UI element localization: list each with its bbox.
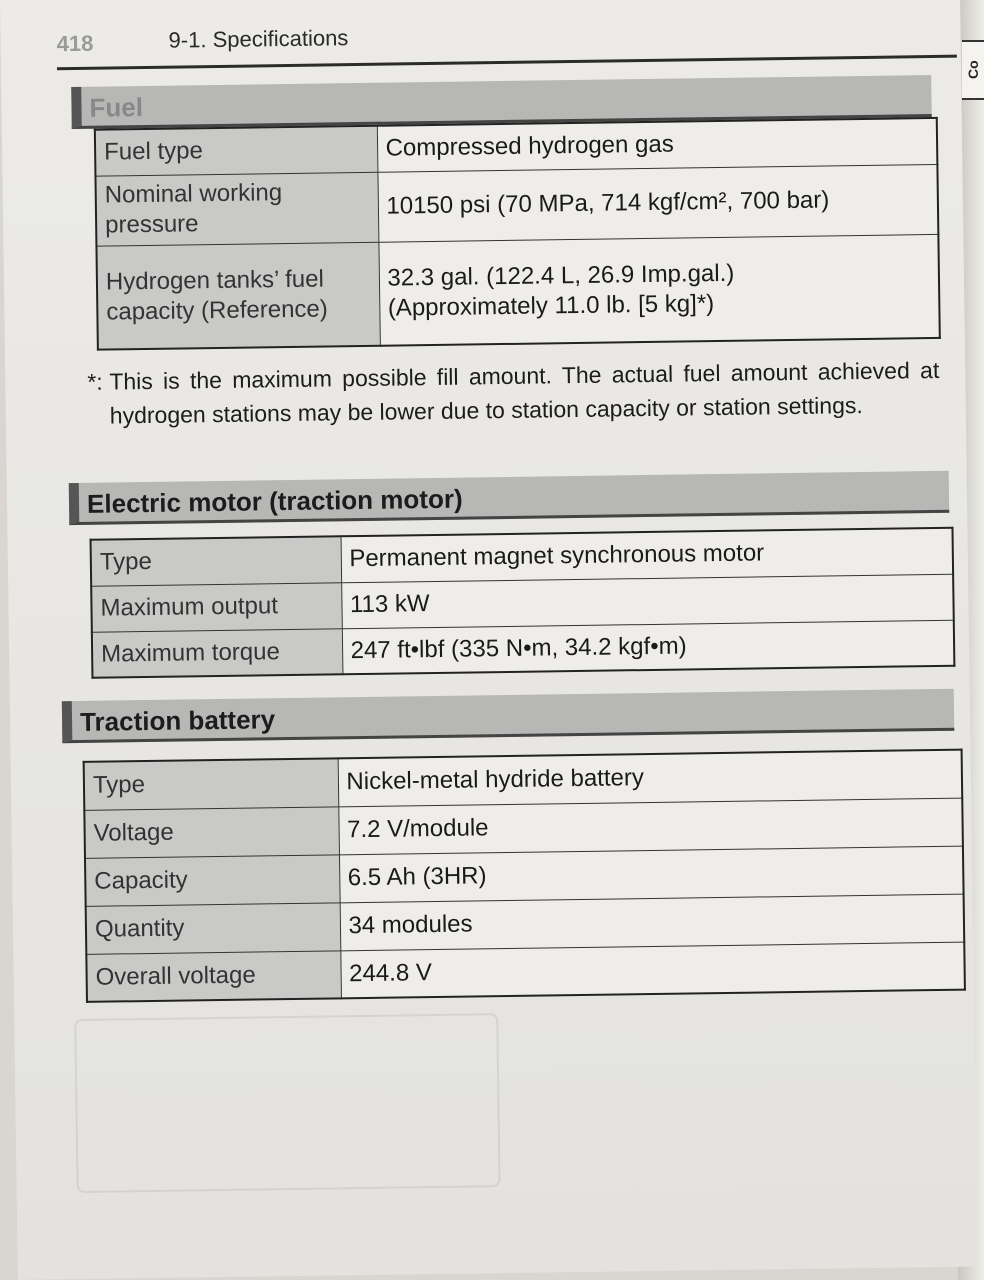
quantity-value: 34 modules <box>340 894 965 951</box>
capacity-value-line2: (Approximately 11.0 lb. [5 kg]*) <box>387 289 715 322</box>
motor-heading <box>69 471 950 525</box>
voltage-label: Voltage <box>84 806 339 858</box>
table-row <box>96 234 939 350</box>
max-torque-value: 247 ft•lbf (335 N•m, 34.2 kgf•m) <box>342 620 955 675</box>
fuel-table <box>94 117 941 351</box>
battery-heading <box>62 689 954 743</box>
fuel-footnote <box>87 353 940 433</box>
show-through-illustration <box>74 1013 500 1193</box>
max-output-label: Maximum output <box>91 582 342 631</box>
battery-title: Traction battery <box>79 704 276 737</box>
overall-voltage-label: Overall voltage <box>86 950 341 1002</box>
battery-capacity-value: 6.5 Ah (3HR) <box>339 846 964 903</box>
quantity-label: Quantity <box>86 902 341 954</box>
pressure-value: 10150 psi (70 MPa, 714 kgf/cm², 700 bar) <box>377 164 938 242</box>
footnote-marker: *: <box>87 368 103 395</box>
footnote-text: This is the maximum possible fill amount. The actual fuel amount achieved at hydrogen stations may be lower due to station capacity or station settings. <box>109 356 940 429</box>
motor-table <box>90 527 956 679</box>
voltage-value: 7.2 V/module <box>338 798 963 855</box>
battery-type-value: Nickel-metal hydride battery <box>338 750 963 807</box>
motor-type-label: Type <box>91 536 342 585</box>
pressure-label: Nominal working pressure <box>95 172 378 246</box>
section-label: 9-1. Specifications <box>168 25 349 53</box>
fuel-type-value: Compressed hydrogen gas <box>377 118 938 172</box>
table-row <box>95 164 938 246</box>
fuel-title: Fuel <box>89 92 144 123</box>
fuel-type-label: Fuel type <box>95 126 378 176</box>
battery-type-label: Type <box>84 758 339 810</box>
overall-voltage-value: 244.8 V <box>340 942 965 999</box>
chapter-side-tab: Co <box>962 40 984 100</box>
capacity-value <box>378 234 939 346</box>
motor-title: Electric motor (traction motor) <box>86 483 463 519</box>
capacity-value-line1: 32.3 gal. (122.4 L, 26.9 Imp.gal.) <box>387 259 735 292</box>
battery-table <box>83 749 966 1003</box>
max-output-value: 113 kW <box>341 574 954 629</box>
page-number: 418 <box>56 30 94 57</box>
capacity-label: Hydrogen tanks’ fuel capacity (Reference) <box>96 242 379 350</box>
motor-type-value: Permanent magnet synchronous motor <box>341 528 954 583</box>
page-header <box>56 15 957 71</box>
max-torque-label: Maximum torque <box>92 628 343 677</box>
battery-capacity-label: Capacity <box>85 854 340 906</box>
